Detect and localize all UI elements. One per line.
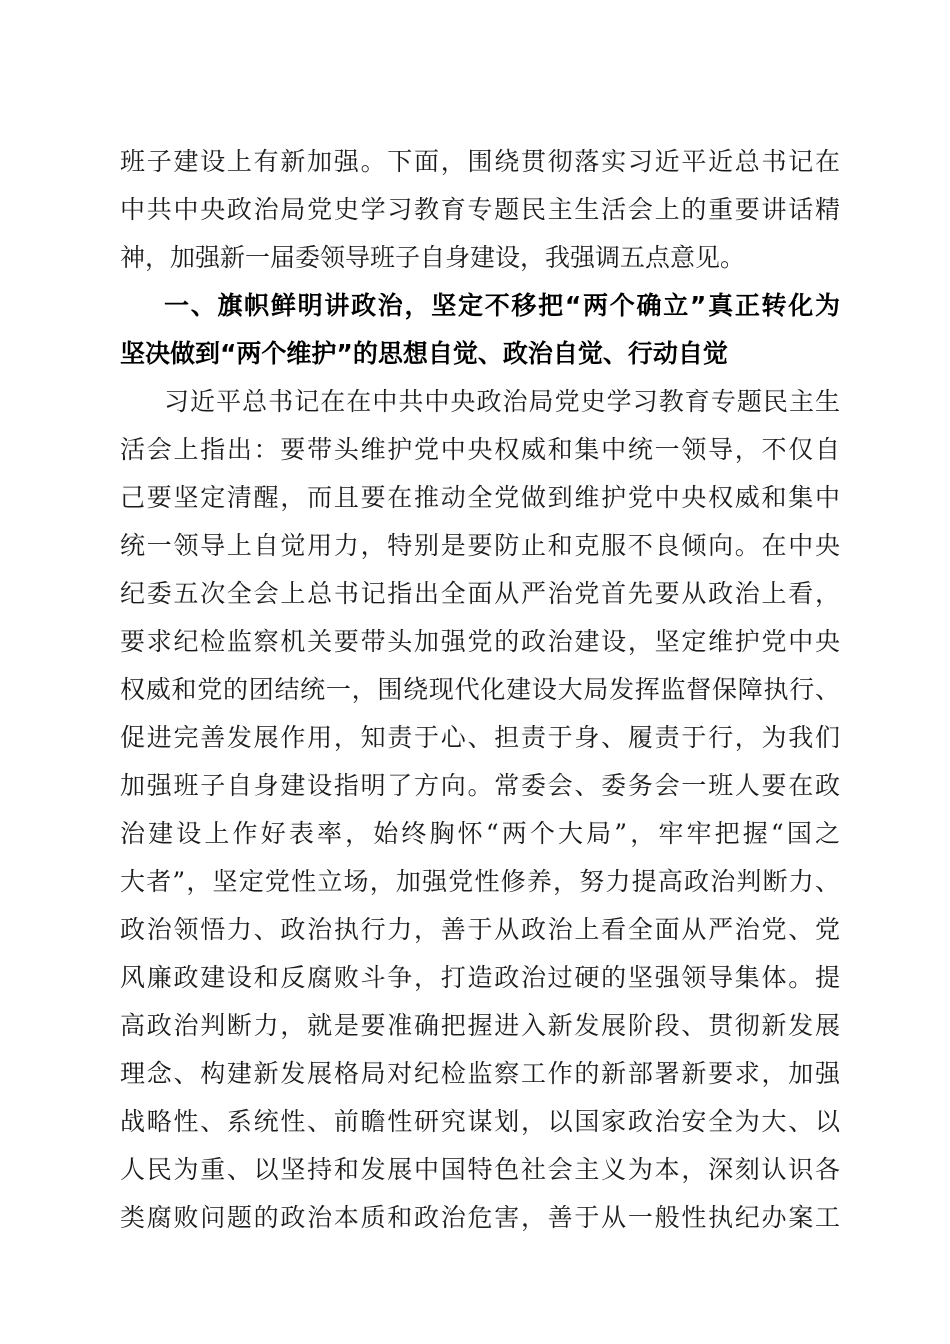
body-paragraph-line: 要求纪检监察机关要带头加强党的政治建设，坚定维护党中央 xyxy=(120,627,840,656)
body-paragraph-line: 己要坚定清醒，而且要在推动全党做到维护党中央权威和集中 xyxy=(120,483,840,512)
body-paragraph-line: 理念、构建新发展格局对纪检监察工作的新部署新要求，加强 xyxy=(120,1059,840,1088)
section-heading-line: 一、旗帜鲜明讲政治，坚定不移把“两个确立”真正转化为 xyxy=(164,291,840,320)
body-paragraph-line: 活会上指出：要带头维护党中央权威和集中统一领导，不仅自 xyxy=(120,435,840,464)
body-paragraph-line: 权威和党的团结统一，围绕现代化建设大局发挥监督保障执行、 xyxy=(120,675,840,704)
body-paragraph-line: 习近平总书记在在中共中央政治局党史学习教育专题民主生 xyxy=(164,387,840,416)
body-paragraph-line: 加强班子自身建设指明了方向。常委会、委务会一班人要在政 xyxy=(120,771,840,800)
intro-paragraph-line: 中共中央政治局党史学习教育专题民主生活会上的重要讲话精 xyxy=(120,195,840,224)
body-paragraph-line: 促进完善发展作用，知责于心、担责于身、履责于行，为我们 xyxy=(120,723,840,752)
body-paragraph-line: 风廉政建设和反腐败斗争，打造政治过硬的坚强领导集体。提 xyxy=(120,963,840,992)
section-heading-line: 坚决做到“两个维护”的思想自觉、政治自觉、行动自觉 xyxy=(120,339,728,368)
body-paragraph-line: 统一领导上自觉用力，特别是要防止和克服不良倾向。在中央 xyxy=(120,531,840,560)
intro-paragraph-line: 班子建设上有新加强。下面，围绕贯彻落实习近平近总书记在 xyxy=(120,147,840,176)
intro-paragraph-line: 神，加强新一届委领导班子自身建设，我强调五点意见。 xyxy=(120,243,746,272)
body-paragraph-line: 纪委五次全会上总书记指出全面从严治党首先要从政治上看， xyxy=(120,579,840,608)
body-paragraph-line: 大者”，坚定党性立场，加强党性修养，努力提高政治判断力、 xyxy=(120,867,840,896)
body-paragraph-line: 治建设上作好表率，始终胸怀“两个大局”，牢牢把握“国之 xyxy=(120,819,840,848)
body-paragraph-line: 高政治判断力，就是要准确把握进入新发展阶段、贯彻新发展 xyxy=(120,1011,840,1040)
body-paragraph-line: 战略性、系统性、前瞻性研究谋划，以国家政治安全为大、以 xyxy=(120,1107,840,1136)
body-paragraph-line: 人民为重、以坚持和发展中国特色社会主义为本，深刻认识各 xyxy=(120,1155,840,1184)
body-paragraph-line: 政治领悟力、政治执行力，善于从政治上看全面从严治党、党 xyxy=(120,915,840,944)
body-paragraph-line: 类腐败问题的政治本质和政治危害，善于从一般性执纪办案工 xyxy=(120,1203,840,1232)
